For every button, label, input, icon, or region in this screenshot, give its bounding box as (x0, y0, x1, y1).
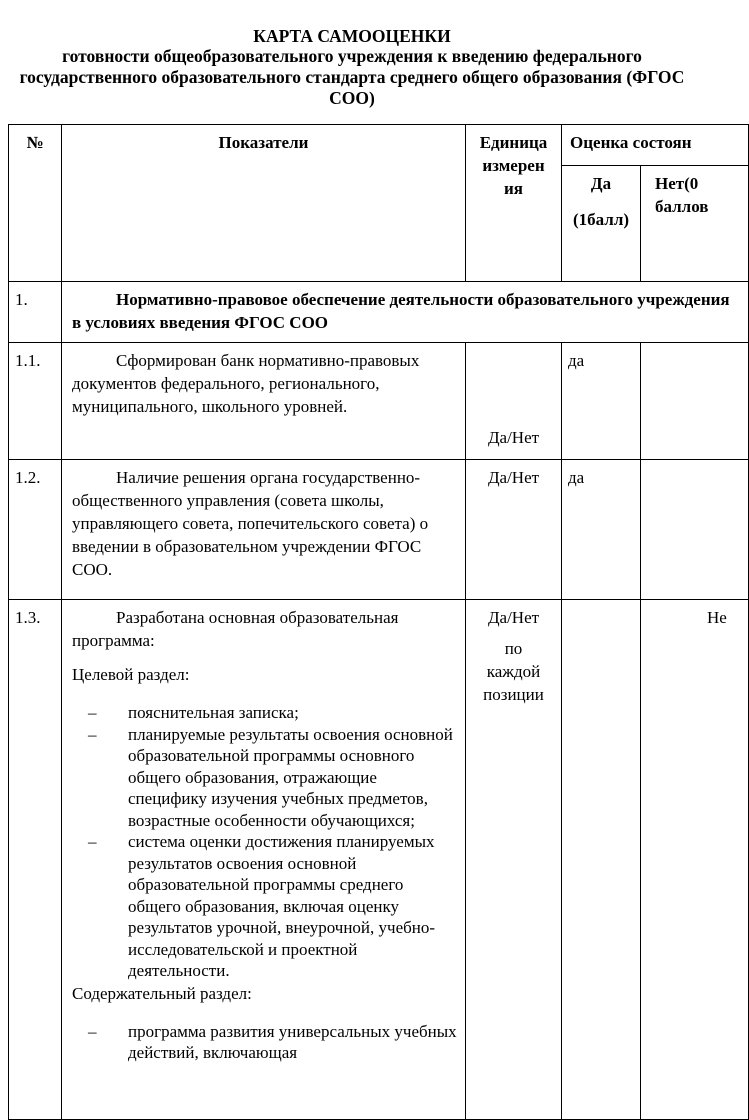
row-no-value: Не (641, 600, 749, 1120)
self-assessment-table (8, 124, 749, 1120)
section-title: Нормативно-правовое обеспечение деятельности образовательного учреждения в условиях введения ФГОС СОО (62, 282, 749, 343)
row-yes-value: да (562, 343, 641, 460)
list-item: – планируемые результаты освоения основной образовательной программы основного общего образования, отражающие специфику изучения учебных предметов, возрастные особенности обучающихся; (72, 724, 457, 832)
header-indicators: Показатели (62, 125, 466, 282)
content-section-list (72, 1021, 457, 1064)
target-section-heading: Целевой раздел: (72, 665, 190, 684)
table-row (9, 600, 749, 1120)
row-unit-line: позиции (483, 685, 544, 704)
list-item: – программа развития универсальных учебных действий, включающая (72, 1021, 457, 1064)
list-item: – пояснительная записка; (72, 702, 457, 724)
row-unit: Да/Нет (466, 460, 562, 600)
title-line-3: государственного образовательного стандарта среднего общего образования (ФГОС (19, 67, 685, 87)
row-indicator: Наличие решения органа государственно-общественного управления (совета школы, управляющего совета, попечительского совета) о введении в образовательном учреждении ФГОС СОО. (62, 460, 466, 600)
header-yes-label: Да (590, 174, 612, 193)
row-number: 1.1. (9, 343, 62, 460)
header-yes-points: (1балл) (572, 210, 630, 229)
row-intro: Разработана основная образовательная программа: (72, 608, 399, 650)
row-yes-value (562, 600, 641, 1120)
row-unit-line: каждой (486, 662, 541, 681)
row-no-value (641, 343, 749, 460)
row-no-value (641, 460, 749, 600)
header-unit-line: измерен (482, 156, 545, 175)
row-unit: Да/Нет (466, 343, 562, 460)
row-yes-value: да (562, 460, 641, 600)
title-line-2: готовности общеобразовательного учреждения к введению федерального (62, 46, 642, 66)
row-unit (466, 600, 562, 1120)
target-section-list (72, 702, 457, 982)
header-unit (466, 125, 562, 282)
header-unit-line: ия (504, 179, 523, 198)
table-row (9, 343, 749, 460)
row-number: 1.2. (9, 460, 62, 600)
row-indicator: Сформирован банк нормативно-правовых документов федерального, регионального, муниципального, школьного уровней. (62, 343, 466, 460)
header-yes (562, 166, 641, 282)
section-number: 1. (9, 282, 62, 343)
list-item: – система оценки достижения планируемых результатов освоения основной образовательной программы среднего общего образования, включая оценку результатов урочной, внеурочной, учебно-исследовательской и проектной деятельности. (72, 831, 457, 982)
title-line-4: СОО) (329, 88, 375, 108)
title-line-1: КАРТА САМООЦЕНКИ (253, 26, 451, 46)
row-number: 1.3. (9, 600, 62, 1120)
header-no (641, 166, 749, 282)
table-row (9, 460, 749, 600)
header-unit-line: Единица (479, 133, 548, 152)
row-unit-line: по (504, 639, 523, 658)
header-no-points: баллов (655, 197, 709, 216)
header-number: № (9, 125, 62, 282)
row-indicator (62, 600, 466, 1120)
header-assessment: Оценка состоян (562, 125, 749, 166)
row-unit-line: Да/Нет (487, 608, 540, 627)
header-no-label: Нет(0 (655, 174, 699, 193)
content-section-heading: Содержательный раздел: (72, 983, 252, 1003)
